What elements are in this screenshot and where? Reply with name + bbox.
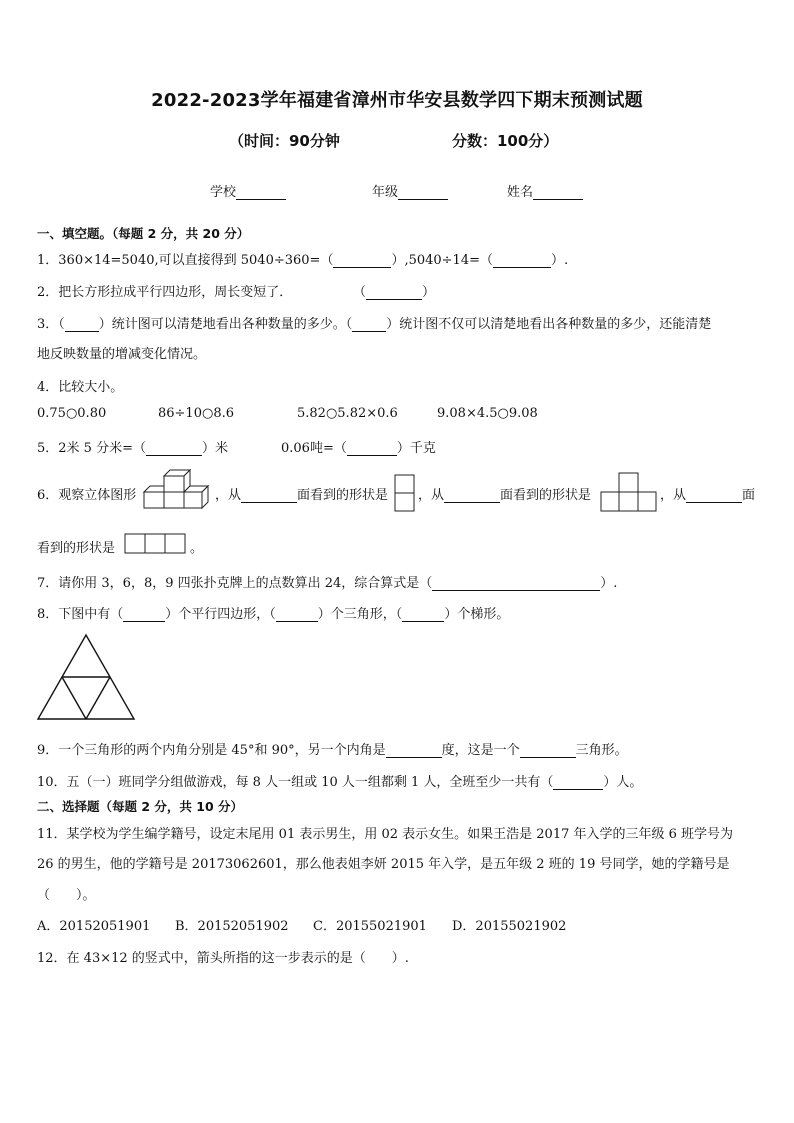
q4-item-1: 0.75○0.80 [37,406,107,421]
grade-blank[interactable] [398,185,448,200]
q9-text-a: 9．一个三角形的两个内角分别是 45°和 90°，另一个内角是 [37,743,386,758]
q9-blank-1[interactable] [386,743,442,758]
q5-text-d: ）千克 [396,441,436,456]
q11-line-1: 11．某学校为学生编学籍号，设定末尾用 01 表示男生，用 02 表示女生。如果王浩是 2017 年入学的三年级 6 班学号为 [37,827,734,842]
q6-line-2a: 看到的形状是 [37,541,116,556]
question-12: 12．在 43×12 的竖式中，箭头所指的这一步表示的是（ ）. [37,951,409,966]
school-field[interactable] [210,181,286,200]
q2-text-a: 2．把长方形拉成平行四边形，周长变短了． [37,285,293,300]
q10-blank[interactable] [553,775,603,790]
q5-blank-2[interactable] [347,441,397,456]
q9-text-c: 三角形。 [575,743,628,758]
q6-part-3 [660,484,755,503]
q8-blank-3[interactable] [402,607,444,622]
q2-answer [353,281,435,300]
page-title: 2022-2023学年福建省漳州市华安县数学四下期末预测试题 [151,90,643,111]
q11-line-2: 26 的男生，他的学籍号是 20173062601，那么他表姐李妍 2015 年入学，是五年级 2 班的 19 号同学，她的学籍号是 [37,857,730,872]
q7-text-b: ）. [600,576,618,591]
q6-blank-1[interactable] [241,488,297,503]
question-2 [37,281,292,300]
q5-text-b: ）米 [201,441,228,456]
q6-line-2b: 。 [190,541,204,556]
q6-text-d: ，从 [418,488,445,503]
question-3 [37,313,711,332]
q10-text-b: ）人。 [603,775,643,790]
q1-text-b: ）,5040÷14=（ [391,253,493,268]
section1-heading: 一、填空题。（每题 2 分，共 20 分） [37,226,250,241]
q6-part-2 [418,484,591,503]
q7-blank[interactable] [432,576,600,591]
q8-blank-1[interactable] [123,607,165,622]
q7-text-a: 7．请你用 3，6，8，9 四张扑克牌上的点数算出 24，综合算式是（ [37,576,433,591]
q11-option-c[interactable]: C．20155021901 [313,919,427,934]
question-4: 4．比较大小。 [37,380,124,395]
view-shape-3 [124,533,188,555]
view-shape-1 [394,474,416,512]
q1-blank-1[interactable] [333,253,391,268]
school-blank[interactable] [236,185,286,200]
question-9 [37,739,628,758]
cube-solid-figure [142,466,214,514]
grade-field[interactable] [372,181,448,200]
q9-blank-2[interactable] [520,743,576,758]
section2-heading: 二、选择题（每题 2 分，共 10 分） [37,799,244,814]
q3-blank-1[interactable] [65,317,99,332]
q11-line-3: （ ）。 [37,888,96,903]
question-7 [37,572,617,591]
q2-text-c: ） [422,285,436,300]
exam-score: 分数：100分） [452,132,559,150]
triangle-figure [36,633,136,721]
q6-part-1 [215,484,388,503]
question-1 [37,249,568,268]
grade-label: 年级 [372,185,399,200]
q8-text-b: ）个平行四边形，（ [165,607,276,622]
q11-option-a[interactable]: A．20152051901 [37,919,151,934]
q8-text-c: ）个三角形，（ [317,607,403,622]
school-label: 学校 [210,185,237,200]
name-blank[interactable] [533,185,583,200]
q4-item-2: 86÷10○8.6 [158,406,234,421]
name-label: 姓名 [507,185,534,200]
q11-option-d[interactable]: D．20155021902 [452,919,567,934]
view-shape-2 [600,472,658,512]
question-10 [37,771,642,790]
q8-text-d: ）个梯形。 [444,607,510,622]
q6-text-f: ，从 [660,488,687,503]
q5-text-a: 5．2米 5 分米=（ [37,441,146,456]
q3-text-c: ）统计图不仅可以清楚地看出各种数量的多少，还能清楚 [386,317,712,332]
q3-blank-2[interactable] [352,317,386,332]
q9-text-b: 度，这是一个 [441,743,520,758]
q2-blank[interactable] [366,285,422,300]
q8-blank-2[interactable] [276,607,318,622]
q3-text-b: ）统计图可以清楚地看出各种数量的多少。（ [98,317,353,332]
q1-text-c: ）. [551,253,569,268]
q4-item-4: 9.08×4.5○9.08 [437,406,538,421]
q6-text-g: 面 [742,488,756,503]
q8-text-a: 8．下图中有（ [37,607,124,622]
q6-text-b: ，从 [215,488,242,503]
q6-blank-2[interactable] [444,488,500,503]
q4-item-3: 5.82○5.82×0.6 [297,406,398,421]
q11-option-b[interactable]: B．20152051902 [175,919,289,934]
q5-text-c: 0.06吨=（ [281,441,347,456]
q5-blank-1[interactable] [146,441,202,456]
q3-text-a: 3．（ [37,317,65,332]
q1-blank-2[interactable] [493,253,551,268]
q1-text-a: 1．360×14=5040,可以直接得到 5040÷360=（ [37,253,334,268]
name-field[interactable] [507,181,583,200]
exam-time: （时间：90分钟 [229,132,340,150]
q6-text-e: 面看到的形状是 [500,488,592,503]
q3-line-2: 地反映数量的增减变化情况。 [37,347,207,362]
question-5 [37,437,228,456]
q6-blank-3[interactable] [686,488,742,503]
q6-text-a: 6．观察立体图形 [37,488,137,503]
q5-part-2 [281,437,436,456]
q2-text-b: （ [353,285,367,300]
q10-text-a: 10．五（一）班同学分组做游戏，每 8 人一组或 10 人一组都剩 1 人，全班至少一共有（ [37,775,554,790]
q6-text-c: 面看到的形状是 [297,488,389,503]
question-8 [37,603,509,622]
